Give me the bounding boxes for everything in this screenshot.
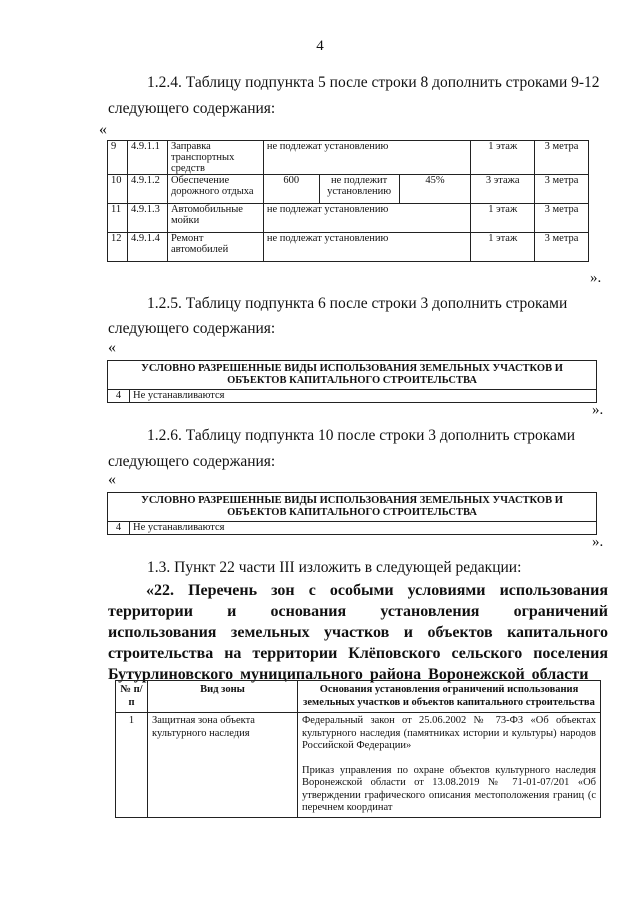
table-row bbox=[116, 713, 601, 818]
para-1-2-6-line2: следующего содержания: bbox=[108, 453, 276, 470]
table-row bbox=[108, 141, 589, 175]
row-number: 12 bbox=[108, 233, 128, 262]
row-text: Не устанавливаются bbox=[130, 390, 597, 403]
row-floors: 1 этаж bbox=[471, 204, 535, 233]
open-quote: « bbox=[108, 471, 116, 488]
row-min-size: 600 bbox=[263, 175, 319, 204]
row-height: 3 метра bbox=[535, 233, 589, 262]
basis-order: Приказ управления по охране объектов культурного наследия Воронежской области от 13.08.2019 № 71-01-07/201 «Об утверждении графического описания местоположения границ (с перечнем координат bbox=[302, 764, 596, 813]
section-22-heading: «22. Перечень зон с особыми условиями использования территории и основания установления ограничений использования земельных участков и объектов капитального строительства на территории Клёповского сельского поселения Бутурлиновского муниципального района Воронежской области bbox=[108, 582, 608, 683]
row-code: 4.9.1.1 bbox=[127, 141, 167, 175]
row-params: не подлежат установлению bbox=[263, 141, 470, 175]
row-name: Заправка транспортных средств bbox=[167, 141, 263, 175]
row-floors: 1 этаж bbox=[471, 141, 535, 175]
table-header-row bbox=[116, 681, 601, 713]
row-coverage: 45% bbox=[399, 175, 471, 204]
row-basis bbox=[298, 713, 601, 818]
close-quote: ». bbox=[592, 402, 604, 418]
row-number: 4 bbox=[108, 390, 130, 403]
row-number: 9 bbox=[108, 141, 128, 175]
table-row bbox=[108, 204, 589, 233]
table-header: УСЛОВНО РАЗРЕШЕННЫЕ ВИДЫ ИСПОЛЬЗОВАНИЯ ЗЕМЕЛЬНЫХ УЧАСТКОВ И ОБЪЕКТОВ КАПИТАЛЬНОГО СТРОИТЕЛЬСТВА bbox=[108, 493, 597, 522]
table-header: УСЛОВНО РАЗРЕШЕННЫЕ ВИДЫ ИСПОЛЬЗОВАНИЯ ЗЕМЕЛЬНЫХ УЧАСТКОВ И ОБЪЕКТОВ КАПИТАЛЬНОГО СТРОИТЕЛЬСТВА bbox=[108, 361, 597, 390]
para-1-2-4-line2: следующего содержания: bbox=[108, 100, 276, 117]
para-1-2-6-line1: 1.2.6. Таблицу подпункта 10 после строки 3 дополнить строками bbox=[147, 427, 576, 444]
page-number: 4 bbox=[316, 38, 324, 54]
col-zone-header: Вид зоны bbox=[148, 681, 298, 713]
col-basis-header: Основания установления ограничений использования земельных участков и объектов капитального строительства bbox=[298, 681, 601, 713]
row-height: 3 метра bbox=[535, 175, 589, 204]
row-height: 3 метра bbox=[535, 141, 589, 175]
row-name: Обеспечение дорожного отдыха bbox=[167, 175, 263, 204]
close-quote: ». bbox=[590, 270, 602, 286]
para-1-3: 1.3. Пункт 22 части III изложить в следующей редакции: bbox=[147, 559, 522, 576]
row-height: 3 метра bbox=[535, 204, 589, 233]
row-name: Автомобильные мойки bbox=[167, 204, 263, 233]
row-code: 4.9.1.3 bbox=[127, 204, 167, 233]
col-number-header: № п/п bbox=[116, 681, 148, 713]
basis-federal-law: Федеральный закон от 25.06.2002 № 73-ФЗ «Об объектах культурного наследия (памятниках истории и культуры) народов Российской Федерации» bbox=[302, 715, 596, 751]
para-1-2-5-line1: 1.2.5. Таблицу подпункта 6 после строки 3 дополнить строками bbox=[147, 295, 568, 312]
row-name: Ремонт автомобилей bbox=[167, 233, 263, 262]
table-row bbox=[108, 233, 589, 262]
table-row bbox=[108, 390, 597, 403]
row-number: 10 bbox=[108, 175, 128, 204]
row-number: 1 bbox=[116, 713, 148, 818]
close-quote: ». bbox=[592, 534, 604, 550]
row-max-size: не подлежит установлению bbox=[319, 175, 399, 204]
open-quote: « bbox=[99, 121, 107, 138]
row-floors: 3 этажа bbox=[471, 175, 535, 204]
para-1-2-5-line2: следующего содержания: bbox=[108, 320, 276, 337]
para-1-2-4-line1: 1.2.4. Таблицу подпункта 5 после строки 8 дополнить строками 9-12 bbox=[147, 74, 600, 91]
row-code: 4.9.1.4 bbox=[127, 233, 167, 262]
table-subitem-6-rows bbox=[107, 360, 597, 403]
table-row bbox=[108, 175, 589, 204]
row-number: 11 bbox=[108, 204, 128, 233]
row-code: 4.9.1.2 bbox=[127, 175, 167, 204]
table-subitem-10-rows bbox=[107, 492, 597, 535]
row-floors: 1 этаж bbox=[471, 233, 535, 262]
row-params: не подлежат установлению bbox=[263, 233, 470, 262]
table-restricted-zones bbox=[115, 680, 601, 818]
row-number: 4 bbox=[108, 522, 130, 535]
row-zone: Защитная зона объекта культурного наследия bbox=[148, 713, 298, 818]
row-text: Не устанавливаются bbox=[130, 522, 597, 535]
table-subitem-5-rows bbox=[107, 140, 589, 262]
row-params: не подлежат установлению bbox=[263, 204, 470, 233]
table-row bbox=[108, 522, 597, 535]
open-quote: « bbox=[108, 339, 116, 356]
